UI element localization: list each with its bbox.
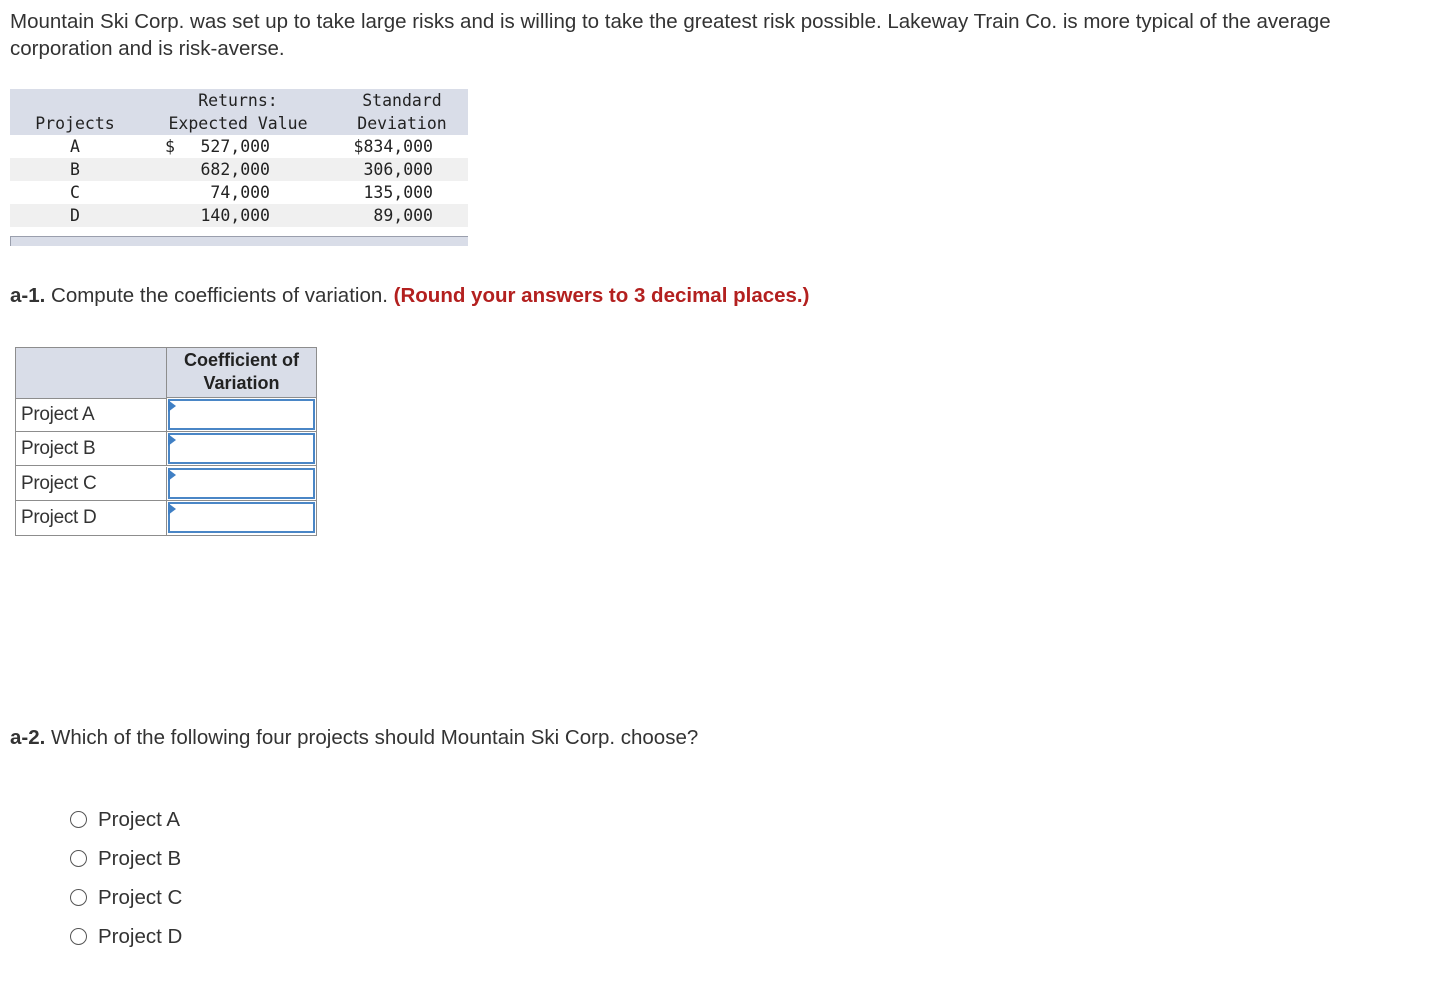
cv-input-project-c[interactable] bbox=[168, 468, 315, 499]
header-standard-deviation bbox=[336, 89, 468, 135]
grid-header-line1: Coefficient of bbox=[184, 350, 299, 370]
header-expected-value bbox=[140, 89, 336, 135]
std-dev-cell bbox=[336, 204, 468, 227]
radio-option-label: Project B bbox=[98, 846, 182, 870]
header-projects bbox=[10, 89, 140, 135]
table-row bbox=[10, 204, 468, 227]
radio-option-project-a[interactable] bbox=[68, 800, 182, 839]
expected-value: 527,000 bbox=[200, 137, 270, 156]
std-dev-cell bbox=[336, 135, 468, 158]
question-a1-text: Compute the coefficients of variation. bbox=[45, 284, 394, 307]
std-dev-cell bbox=[336, 158, 468, 181]
question-a1 bbox=[10, 284, 809, 308]
table-row bbox=[10, 158, 468, 181]
rounding-note: (Round your answers to 3 decimal places.) bbox=[393, 284, 810, 307]
problem-intro: Mountain Ski Corp. was set up to take large risks and is willing to take the greatest risk possible. Lakeway Train Co. is more typical of the average corporation and is risk-averse. bbox=[10, 10, 1331, 60]
table-row bbox=[10, 135, 468, 158]
header-standard-label: Standard bbox=[362, 91, 442, 110]
grid-header-blank bbox=[16, 348, 167, 399]
expected-value: 682,000 bbox=[200, 160, 270, 179]
project-returns-table bbox=[10, 89, 468, 227]
currency-symbol: $ bbox=[165, 137, 175, 156]
answer-row-project-a bbox=[16, 398, 316, 432]
radio-button-icon[interactable] bbox=[70, 889, 87, 906]
radio-option-label: Project C bbox=[98, 885, 183, 909]
answer-row-project-b bbox=[16, 432, 316, 466]
answer-row-label: Project C bbox=[16, 467, 167, 500]
answer-row-label: Project B bbox=[16, 432, 167, 465]
standard-deviation: 135,000 bbox=[363, 183, 433, 202]
cv-input-project-a[interactable] bbox=[168, 399, 315, 430]
radio-option-project-c[interactable] bbox=[68, 878, 182, 917]
project-name: B bbox=[10, 158, 140, 181]
question-a2 bbox=[10, 726, 698, 750]
radio-button-icon[interactable] bbox=[70, 928, 87, 945]
table-footer-bar bbox=[10, 236, 468, 246]
answer-row-label: Project A bbox=[16, 398, 167, 431]
header-deviation-label: Deviation bbox=[357, 114, 447, 133]
question-a2-text: Which of the following four projects should Mountain Ski Corp. choose? bbox=[45, 726, 699, 749]
std-dev-cell bbox=[336, 181, 468, 204]
cv-input-project-d[interactable] bbox=[168, 502, 315, 533]
header-expected-value-label: Expected Value bbox=[168, 114, 308, 133]
radio-option-label: Project D bbox=[98, 924, 183, 948]
standard-deviation: 89,000 bbox=[373, 206, 433, 225]
grid-header-line2: Variation bbox=[203, 373, 280, 393]
answer-row-project-d bbox=[16, 501, 316, 535]
radio-option-label: Project A bbox=[98, 807, 181, 831]
table-row bbox=[10, 181, 468, 204]
expected-value-cell bbox=[140, 158, 336, 181]
project-name: A bbox=[10, 135, 140, 158]
radio-button-icon[interactable] bbox=[70, 811, 87, 828]
expected-value: 74,000 bbox=[210, 183, 270, 202]
question-a2-label: a-2. bbox=[10, 726, 46, 749]
radio-button-icon[interactable] bbox=[70, 850, 87, 867]
header-returns-label: Returns: bbox=[198, 91, 278, 110]
standard-deviation: 306,000 bbox=[363, 160, 433, 179]
cv-input-project-b[interactable] bbox=[168, 433, 315, 464]
answer-row-label: Project D bbox=[16, 501, 167, 535]
radio-option-project-b[interactable] bbox=[68, 839, 182, 878]
radio-option-project-d[interactable] bbox=[68, 917, 182, 956]
expected-value-cell bbox=[140, 181, 336, 204]
project-name: D bbox=[10, 204, 140, 227]
answer-row-project-c bbox=[16, 467, 316, 501]
expected-value: 140,000 bbox=[200, 206, 270, 225]
header-projects-label: Projects bbox=[35, 114, 115, 133]
project-choice-radio-group bbox=[68, 800, 182, 956]
expected-value-cell bbox=[140, 135, 336, 158]
coefficient-of-variation-grid bbox=[15, 347, 317, 536]
standard-deviation: $834,000 bbox=[353, 137, 433, 156]
project-name: C bbox=[10, 181, 140, 204]
question-a1-label: a-1. bbox=[10, 284, 46, 307]
grid-header-coefficient bbox=[167, 348, 316, 398]
expected-value-cell bbox=[140, 204, 336, 227]
